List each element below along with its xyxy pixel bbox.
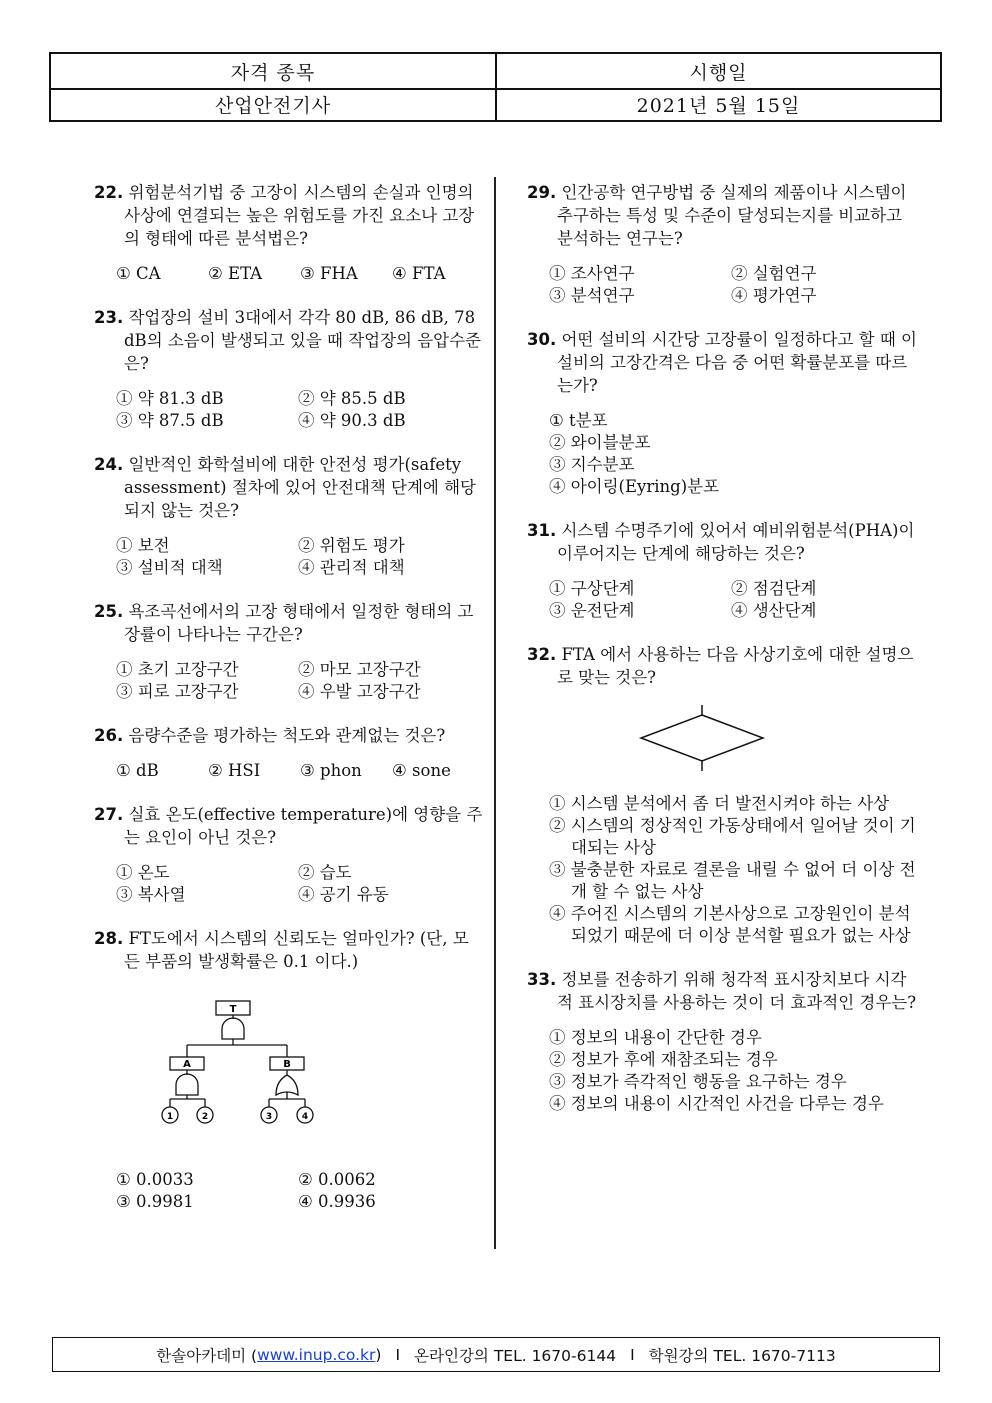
option-3: ③ 불충분한 자료로 결론을 내릴 수 없어 더 이상 전개 할 수 없는 사상 [549,860,916,901]
question-number: 22. [94,183,124,202]
option-4: ④ 공기 유동 [298,885,389,904]
question-text: 33. 정보를 전송하기 위해 청각적 표시장치보다 시각적 표시장치를 사용하는 것이 더 효과적인 경우는? [527,970,917,1012]
header-col1-title: 자격 종목 [51,54,497,88]
svg-text:4: 4 [301,1112,309,1122]
options [94,862,484,906]
question-25 [94,600,484,703]
options [94,1169,484,1213]
question-29 [527,181,917,307]
options [94,760,484,782]
option-3: ③ phon [300,761,362,780]
option-2: ② 시스템의 정상적인 가동상태에서 일어날 것이 기대되는 사상 [549,816,916,857]
options [527,263,917,307]
question-number: 31. [527,521,557,540]
option-2: ② 0.0062 [298,1170,376,1189]
column-divider [494,177,496,1249]
option-2: ② 습도 [298,863,352,882]
option-4: ④ 우발 고장구간 [298,682,421,701]
option-1: ① 보전 [116,536,170,555]
option-1: ① t분포 [549,411,608,430]
options [527,1027,917,1115]
option-4: ④ 평가연구 [731,286,817,305]
option-3: ③ 복사열 [116,885,186,904]
option-3: ③ 피로 고장구간 [116,682,239,701]
option-4: ④ 아이링(Eyring)분포 [549,477,720,496]
question-text: 26. 음량수준을 평가하는 척도와 관계없는 것은? [94,726,446,745]
option-3: ③ 0.9981 [116,1192,194,1211]
question-text: 23. 작업장의 설비 3대에서 각각 80 dB, 86 dB, 78 dB의 소음이 발생되고 있을 때 작업장의 음압수준은? [94,308,481,373]
question-number: 25. [94,602,124,621]
question-text: 30. 어떤 설비의 시간당 고장률이 일정하다고 할 때 이 설비의 고장간격은 다음 중 어떤 확률분포를 따르는가? [527,330,917,395]
event-label-top: T [229,1004,237,1015]
event-label-b: B [283,1059,291,1070]
and-gate-icon [176,1074,198,1095]
exam-subject: 산업안전기사 [51,88,497,120]
option-1: ① 정보의 내용이 간단한 경우 [549,1028,762,1047]
question-32 [527,643,917,947]
question-text: 25. 욕조곡선에서의 고장 형태에서 일정한 형태의 고장률이 나타나는 구간은? [94,602,474,644]
option-3: ③ 지수분포 [549,455,635,474]
option-4: ④ sone [392,761,451,780]
question-30 [527,328,917,498]
header-row-titles [51,54,940,90]
option-4: ④ 약 90.3 dB [298,411,406,430]
options [94,263,484,285]
option-2: ② 점검단계 [731,579,817,598]
option-1: ① 0.0033 [116,1170,194,1189]
online-phone: 온라인강의 TEL. 1670-6144 [414,1346,617,1365]
option-2: ② 위험도 평가 [298,536,405,555]
question-text: 27. 실효 온도(effective temperature)에 영향을 주는 요인이 아닌 것은? [94,805,483,847]
svg-text:3: 3 [265,1112,273,1122]
question-number: 29. [527,183,557,202]
question-number: 28. [94,929,124,948]
question-23 [94,306,484,432]
question-number: 27. [94,805,124,824]
option-2: ② 마모 고장구간 [298,660,421,679]
option-4: ④ 생산단계 [731,601,817,620]
exam-date: 2021년 5월 15일 [636,94,801,117]
question-number: 24. [94,455,124,474]
question-number: 30. [527,330,557,349]
footer-bar: 한솔아카데미 ( www.inup.co.kr ) I 온라인강의 TEL. 1670-6144 I 학원강의 TEL. 1670-7113 [52,1337,940,1372]
option-3: ③ FHA [300,264,358,283]
and-gate-icon [222,1018,244,1039]
question-text: 24. 일반적인 화학설비에 대한 안전성 평가(safety assessment) 절차에 있어 안전대책 단계에 해당되지 않는 것은? [94,455,476,520]
option-2: ② 약 85.5 dB [298,389,406,408]
option-4: ④ 0.9936 [298,1192,376,1211]
option-4: ④ 정보의 내용이 시간적인 사건을 다루는 경우 [549,1094,884,1113]
question-33 [527,968,917,1115]
question-24 [94,453,484,579]
option-3: ③ 분석연구 [549,286,635,305]
question-27 [94,803,484,906]
question-text: 31. 시스템 수명주기에 있어서 예비위험분석(PHA)이 이루어지는 단계에 해당하는 것은? [527,521,915,563]
option-1: ① 약 81.3 dB [116,389,224,408]
options [94,388,484,432]
options [527,793,917,947]
header-table [49,52,942,122]
question-number: 33. [527,970,557,989]
option-4: ④ 관리적 대책 [298,558,405,577]
option-2: ② ETA [208,264,263,283]
option-3: ③ 운전단계 [549,601,635,620]
option-1: ① 시스템 분석에서 좀 더 발전시켜야 하는 사상 [549,794,890,813]
question-text: 29. 인간공학 연구방법 중 실제의 제품이나 시스템이 추구하는 특성 및 수준이 달성되는지를 비교하고 분석하는 연구는? [527,183,907,248]
option-1: ① 온도 [116,863,170,882]
svg-text:1: 1 [166,1112,174,1122]
question-26 [94,724,484,782]
header-col2-title: 시행일 [689,61,748,84]
question-number: 26. [94,726,124,745]
question-number: 23. [94,308,124,327]
option-2: ② 실험연구 [731,264,817,283]
options [94,659,484,703]
left-column [94,181,484,1213]
option-2: ② 와이블분포 [549,433,651,452]
footer-separator: I [395,1345,401,1364]
option-4: ④ 주어진 시스템의 기본사상으로 고장원인이 분석되었기 때문에 더 이상 분석할 필요가 없는 사상 [549,904,911,945]
footer-separator: I [630,1345,635,1364]
fault-tree-diagram [156,999,356,1139]
option-1: ① CA [116,264,161,283]
question-31 [527,519,917,622]
question-number: 32. [527,645,557,664]
website-link[interactable]: www.inup.co.kr [257,1345,376,1364]
option-2: ② 정보가 후에 재참조되는 경우 [549,1050,778,1069]
academy-name: 한솔아카데미 ( [156,1346,258,1365]
header-row-values [51,88,940,120]
offline-phone: 학원강의 TEL. 1670-7113 [648,1346,836,1365]
option-1: ① 조사연구 [549,264,635,283]
question-text: 28. FT도에서 시스템의 신뢰도는 얼마인가? (단, 모든 부품의 발생확률은 0.1 이다.) [94,929,469,971]
options [527,410,917,498]
option-3: ③ 정보가 즉각적인 행동을 요구하는 경우 [549,1072,847,1091]
option-3: ③ 설비적 대책 [116,558,223,577]
svg-text:2: 2 [201,1112,209,1122]
options [527,578,917,622]
option-4: ④ FTA [392,264,446,283]
event-label-a: A [183,1059,191,1070]
question-28 [94,927,484,1213]
question-22 [94,181,484,285]
option-2: ② HSI [208,761,261,780]
option-1: ① dB [116,761,159,780]
question-text: 22. 위험분석기법 중 고장이 시스템의 손실과 인명의 사상에 연결되는 높은 위험도를 가진 요소나 고장의 형태에 따른 분석법은? [94,183,475,248]
option-1: ① 초기 고장구간 [116,660,239,679]
options [94,535,484,579]
question-text: 32. FTA 에서 사용하는 다음 사상기호에 대한 설명으로 맞는 것은? [527,645,914,687]
right-column [527,181,917,1115]
option-1: ① 구상단계 [549,579,635,598]
option-3: ③ 약 87.5 dB [116,411,224,430]
diamond-symbol-icon [637,703,767,773]
